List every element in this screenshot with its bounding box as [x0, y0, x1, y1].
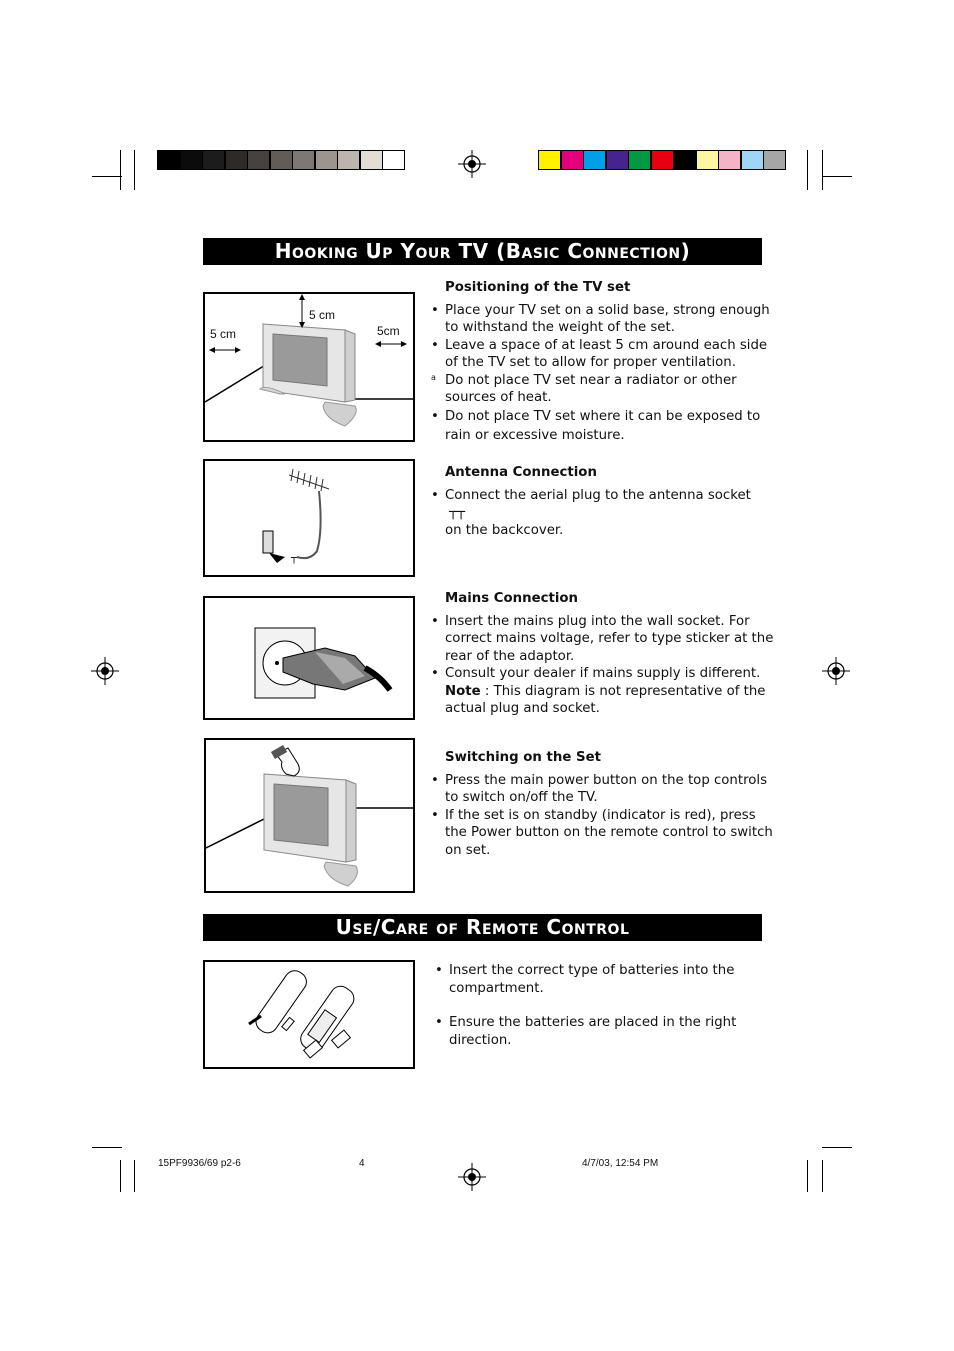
clearance-label-left: 5 cm: [210, 327, 237, 341]
registration-mark-left: [91, 657, 119, 685]
switching-section: [445, 749, 775, 859]
antenna-illustration: [203, 459, 415, 577]
positioning-bullet: • Do not place TV set where it can be exposed to rain or excessive moisture.: [445, 407, 775, 445]
antenna-bullet: [445, 487, 775, 540]
mains-bullet: • Consult your dealer if mains supply is different.: [445, 665, 775, 683]
switching-bullet: • Press the main power button on the top controls to switch on/off the TV.: [445, 772, 775, 807]
svg-text:┬: ┬: [291, 553, 298, 564]
registration-mark-right: [822, 657, 850, 685]
color-swatch: [651, 150, 674, 170]
mains-bullet: • Insert the mains plug into the wall socket. For correct mains voltage, refer to type sticker at the rear of the adaptor.: [445, 613, 775, 666]
gray-swatch: [247, 150, 270, 170]
color-swatch: [628, 150, 651, 170]
clearance-label-top: 5 cm: [309, 308, 336, 322]
positioning-illustration: [203, 292, 415, 442]
gray-swatch: [292, 150, 315, 170]
positioning-section: [445, 279, 775, 445]
antenna-section: [445, 464, 775, 539]
color-swatch: [763, 150, 786, 170]
mains-plug-illustration: [203, 596, 415, 720]
color-swatch: [561, 150, 584, 170]
gray-swatch: [360, 150, 383, 170]
footer-page-number: 4: [359, 1158, 365, 1169]
color-swatch: [696, 150, 719, 170]
registration-mark-bottom: [458, 1163, 486, 1191]
registration-mark-top: [458, 150, 486, 178]
remote-bullet: • Ensure the batteries are placed in the right direction.: [449, 1014, 749, 1049]
color-swatch: [741, 150, 764, 170]
remote-bullet: • Insert the correct type of batteries into the compartment.: [449, 962, 749, 997]
color-swatch: [606, 150, 629, 170]
color-swatch: [583, 150, 606, 170]
section-title-remote-control: Use/Care of Remote Control: [203, 914, 762, 941]
clearance-label-right: 5cm: [377, 324, 400, 338]
gray-swatch: [225, 150, 248, 170]
antenna-bullet-text-2: on the backcover.: [445, 522, 564, 538]
mains-heading: Mains Connection: [445, 591, 579, 606]
gray-swatch: [157, 150, 180, 170]
mains-note-label: Note: [445, 683, 481, 699]
footer-date: 4/7/03, 12:54 PM: [582, 1158, 659, 1169]
color-swatch: [538, 150, 561, 170]
switching-heading: Switching on the Set: [445, 750, 601, 765]
section-title-hooking-up: Hooking Up Your TV (Basic Connection): [203, 238, 762, 265]
mains-section: [445, 590, 775, 718]
gray-swatch: [202, 150, 225, 170]
gray-swatch: [270, 150, 293, 170]
footer-file-name: 15PF9936/69 p2-6: [158, 1158, 241, 1169]
color-swatch: [718, 150, 741, 170]
switching-on-illustration: [204, 738, 415, 893]
gray-swatch: [337, 150, 360, 170]
positioning-heading: Positioning of the TV set: [445, 280, 631, 295]
antenna-bullet-text: Connect the aerial plug to the antenna socket: [445, 487, 751, 503]
mains-note-text: : This diagram is not representative of the actual plug and socket.: [445, 683, 766, 716]
gray-swatch: [180, 150, 203, 170]
positioning-bullet: • Leave a space of at least 5 cm around each side of the TV set to allow for proper ventilation.: [445, 337, 775, 372]
remote-batteries-illustration: [203, 960, 415, 1069]
positioning-bullet: • Place your TV set on a solid base, strong enough to withstand the weight of the set.: [445, 302, 775, 337]
remote-section: [449, 962, 749, 1049]
positioning-bullet: a Do not place TV set near a radiator or other sources of heat.: [445, 372, 775, 407]
antenna-socket-icon: ┬┬: [449, 505, 466, 520]
switching-bullet: • If the set is on standby (indicator is red), press the Power button on the remote control to switch on set.: [445, 807, 775, 860]
mains-note: [445, 683, 775, 718]
color-swatch: [673, 150, 696, 170]
gray-swatch: [382, 150, 405, 170]
antenna-heading: Antenna Connection: [445, 465, 597, 480]
gray-swatch: [315, 150, 338, 170]
